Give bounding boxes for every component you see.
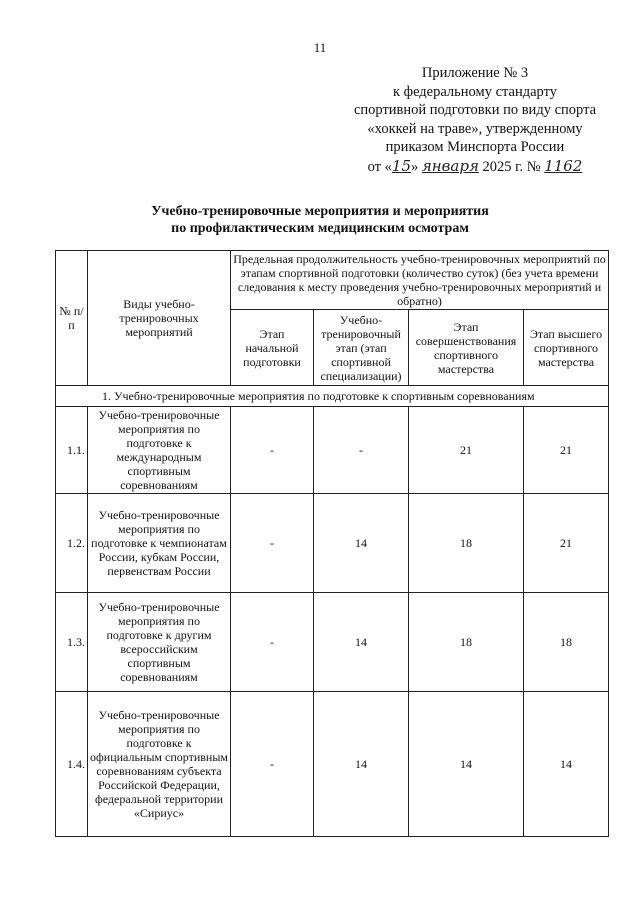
title-line: по профилактическим медицинским осмотрам [171,221,469,236]
row-value: 18 [409,494,524,593]
annex-line: «хоккей на траве», утвержденному [367,120,583,137]
page-number: 11 [313,40,327,55]
section-heading: 1. Учебно-тренировочные мероприятия по подготовке к спортивным соревнованиям [56,386,609,407]
order-number: 1162 [544,156,583,175]
annex-header [330,64,620,176]
header-stage-improvement: Этап совершенствования спортивного мастерства [409,310,524,386]
order-month: января [421,156,479,175]
table-row [56,494,609,593]
row-value: 21 [524,407,609,494]
header-number: № п/п [56,251,88,386]
row-event-name: Учебно-тренировочные мероприятия по подготовке к чемпионатам России, кубкам России, первенствам России [88,494,231,593]
table-row [56,593,609,692]
table-row [56,407,609,494]
row-event-name: Учебно-тренировочные мероприятия по подготовке к международным спортивным соревнованиям [88,407,231,494]
order-year: 2025 г. № [482,158,541,175]
row-value: - [231,407,314,494]
row-value: 14 [524,692,609,837]
row-number: 1.1. [56,407,88,494]
order-date-line [330,157,620,177]
header-event-type: Виды учебно-тренировочных мероприятий [88,251,231,386]
header-stage-initial: Этап начальной подготовки [231,310,314,386]
annex-line: приказом Минспорта России [385,139,565,155]
row-number: 1.4. [56,692,88,837]
header-stage-higher: Этап высшего спортивного мастерства [524,310,609,386]
row-value: - [231,692,314,837]
events-table [55,250,609,837]
row-value: 21 [524,494,609,593]
annex-line: к федеральному стандарту [393,83,557,100]
row-value: 18 [409,593,524,692]
order-date-prefix: от « [367,158,392,175]
row-event-name: Учебно-тренировочные мероприятия по подготовке к официальным спортивным соревнованиям субъекта Российской Федерации, федеральной территории «Сириус» [88,692,231,837]
row-number: 1.3. [56,593,88,692]
row-value: 14 [314,692,409,837]
row-value: 18 [524,593,609,692]
header-stage-training: Учебно-тренировочный этап (этап спортивной специализации) [314,310,409,386]
title-line: Учебно-тренировочные мероприятия и мероприятия [151,204,489,219]
row-value: - [314,407,409,494]
table-row [56,692,609,837]
header-duration-group: Предельная продолжительность учебно-тренировочных мероприятий по этапам спортивной подготовки (количество суток) (без учета времени следования к месту проведения учебно-тренировочных мероприятий и обратно) [231,251,609,310]
order-date-quote: » [411,158,419,175]
order-day: 15 [391,156,411,175]
annex-title: Приложение № 3 [421,65,529,81]
row-value: 21 [409,407,524,494]
row-value: 14 [409,692,524,837]
annex-line: спортивной подготовки по виду спорта [353,102,597,118]
row-value: - [231,593,314,692]
document-title [40,203,600,237]
row-value: 14 [314,494,409,593]
row-event-name: Учебно-тренировочные мероприятия по подготовке к другим всероссийским спортивным соревнованиям [88,593,231,692]
row-value: 14 [314,593,409,692]
row-value: - [231,494,314,593]
row-number: 1.2. [56,494,88,593]
